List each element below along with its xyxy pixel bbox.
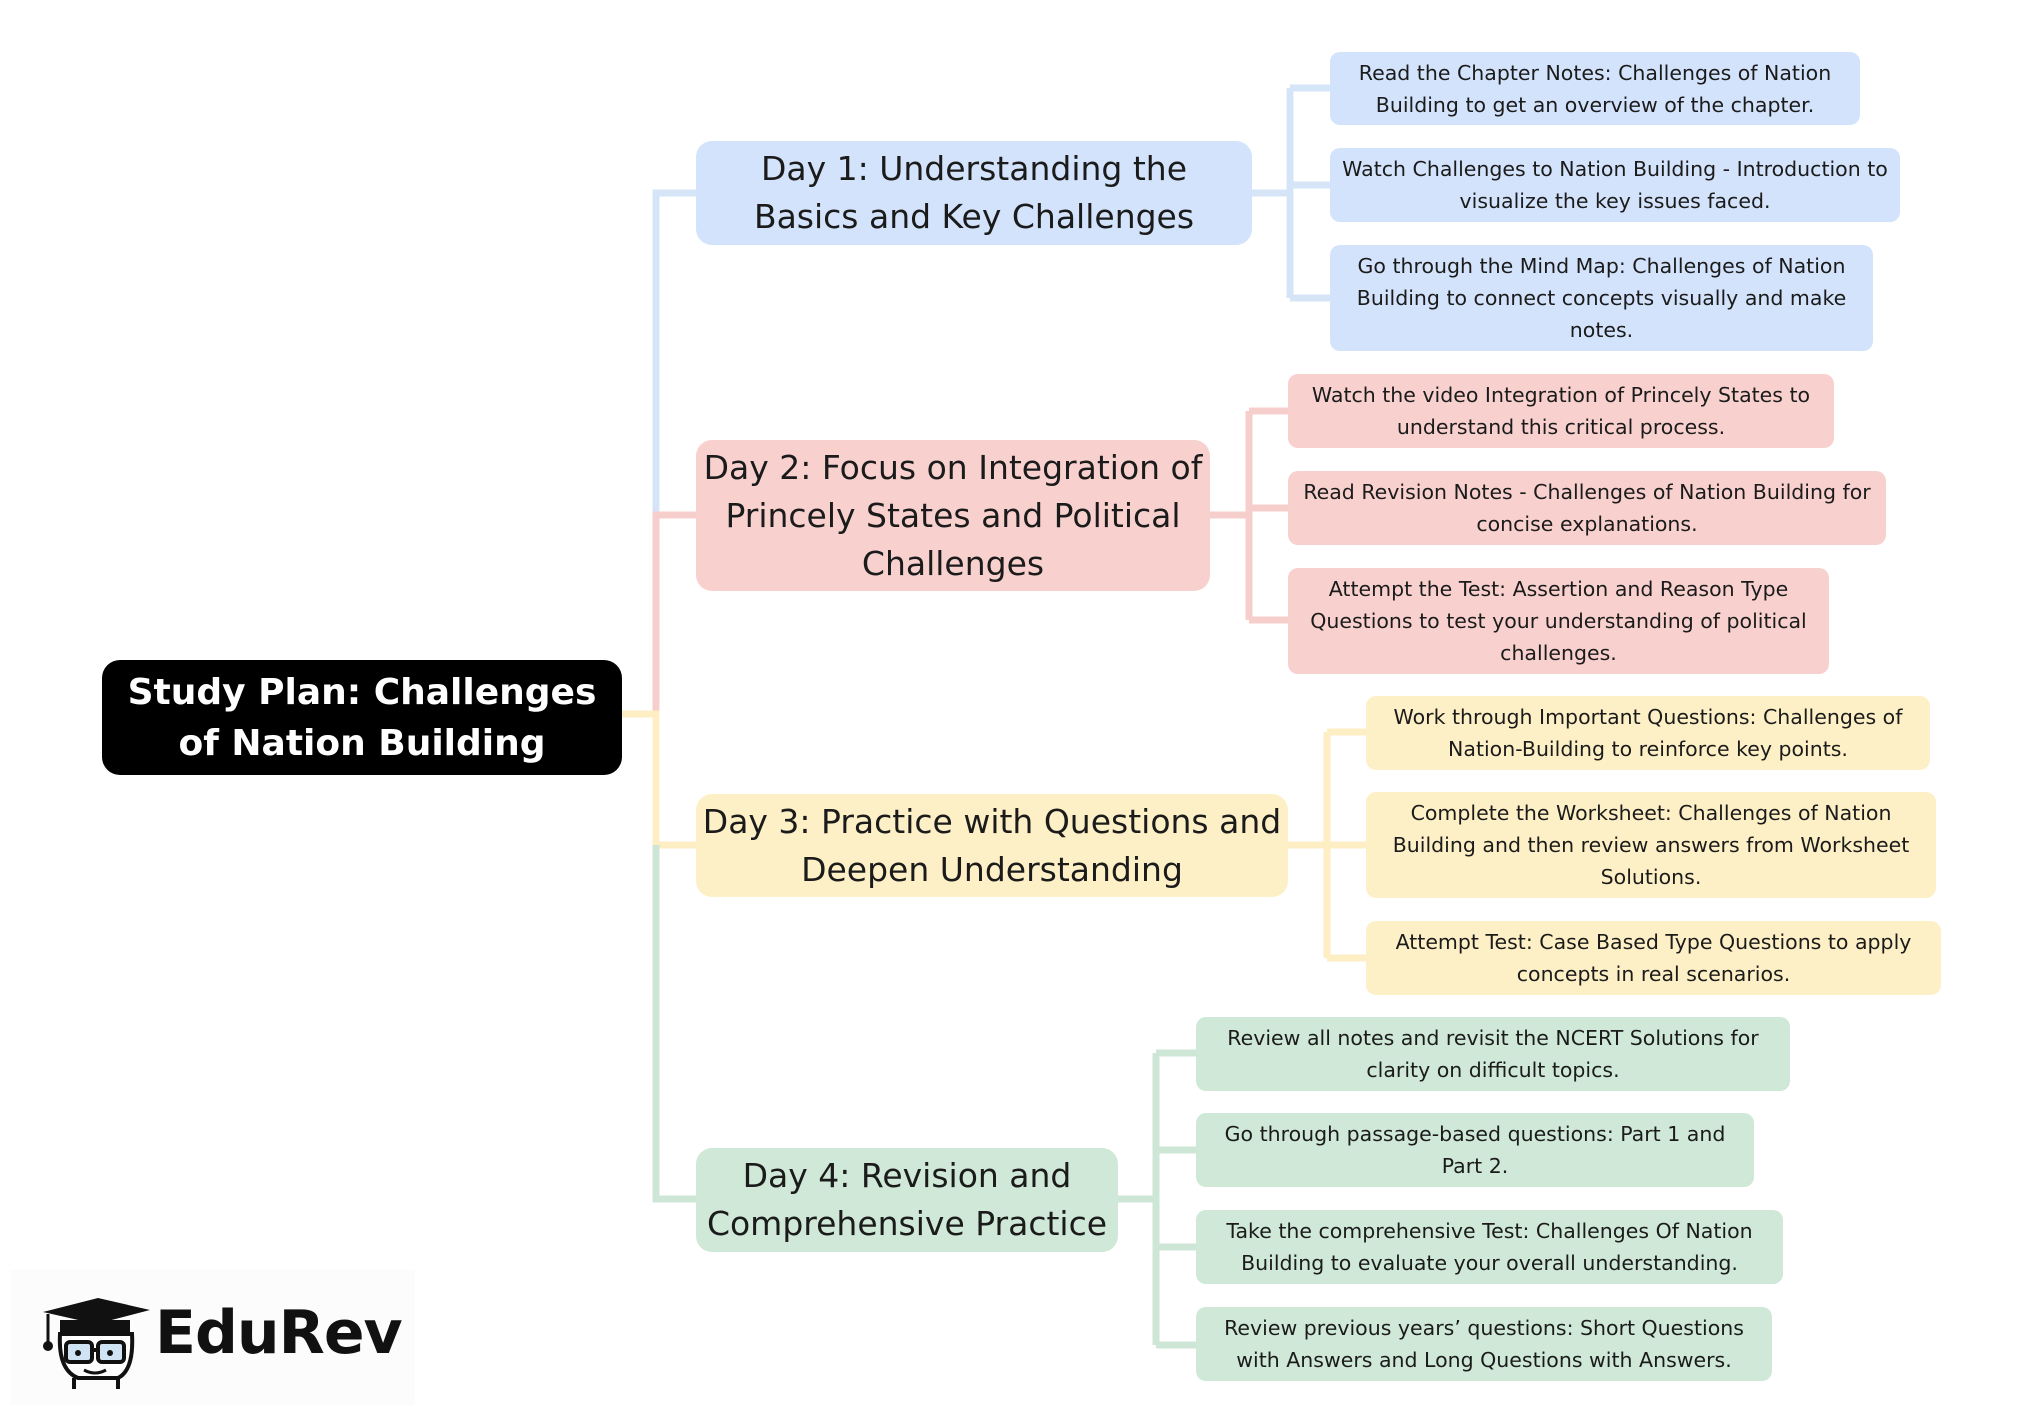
root-node xyxy=(102,660,622,775)
day4-task-4: Review previous years’ questions: Short Questions with Answers and Long Questions with Answers. xyxy=(1196,1307,1772,1381)
connector-day1-tasks xyxy=(1252,88,1330,298)
connector-day2-tasks xyxy=(1210,411,1288,620)
connector-root-day3 xyxy=(622,714,696,845)
day3-node xyxy=(696,794,1288,897)
day3-task-1: Work through Important Questions: Challenges of Nation-Building to reinforce key points. xyxy=(1366,696,1930,770)
day4-task-1: Review all notes and revisit the NCERT Solutions for clarity on difficult topics. xyxy=(1196,1017,1790,1091)
day3-task-2: Complete the Worksheet: Challenges of Nation Building and then review answers from Worksheet Solutions. xyxy=(1366,792,1936,898)
day1-label: Day 1: Understanding the Basics and Key Challenges xyxy=(753,149,1195,236)
day2-label: Day 2: Focus on Integration of Princely States and Political Challenges xyxy=(703,447,1203,583)
connector-root-day4 xyxy=(656,845,696,1199)
connector-day4-tasks xyxy=(1118,1053,1196,1345)
root-label: Study Plan: Challenges of Nation Building xyxy=(127,671,597,764)
day4-task-3: Take the comprehensive Test: Challenges Of Nation Building to evaluate your overall understanding. xyxy=(1196,1210,1783,1284)
connector-root-day2 xyxy=(622,515,696,714)
day1-task-1: Read the Chapter Notes: Challenges of Nation Building to get an overview of the chapter. xyxy=(1330,52,1860,125)
day1-node xyxy=(696,141,1252,245)
day2-task-3: Attempt the Test: Assertion and Reason Type Questions to test your understanding of political challenges. xyxy=(1288,568,1829,674)
day4-task-2: Go through passage-based questions: Part 1 and Part 2. xyxy=(1196,1113,1754,1187)
day1-task-3: Go through the Mind Map: Challenges of Nation Building to connect concepts visually and make notes. xyxy=(1330,245,1873,351)
day2-node xyxy=(696,440,1210,591)
day4-label: Day 4: Revision and Comprehensive Practice xyxy=(706,1156,1108,1243)
day3-task-3: Attempt Test: Case Based Type Questions to apply concepts in real scenarios. xyxy=(1366,921,1941,995)
edurev-logo xyxy=(10,1270,415,1405)
day3-label: Day 3: Practice with Questions and Deepen Understanding xyxy=(702,801,1282,889)
graduation-cap-icon xyxy=(38,1290,153,1390)
day2-task-1: Watch the video Integration of Princely States to understand this critical process. xyxy=(1288,374,1834,448)
brand-name: EduRev xyxy=(155,1298,402,1368)
day1-task-2: Watch Challenges to Nation Building - Introduction to visualize the key issues faced. xyxy=(1330,148,1900,222)
day2-task-2: Read Revision Notes - Challenges of Nation Building for concise explanations. xyxy=(1288,471,1886,545)
connector-day3-tasks xyxy=(1288,732,1366,958)
day4-node xyxy=(696,1148,1118,1252)
